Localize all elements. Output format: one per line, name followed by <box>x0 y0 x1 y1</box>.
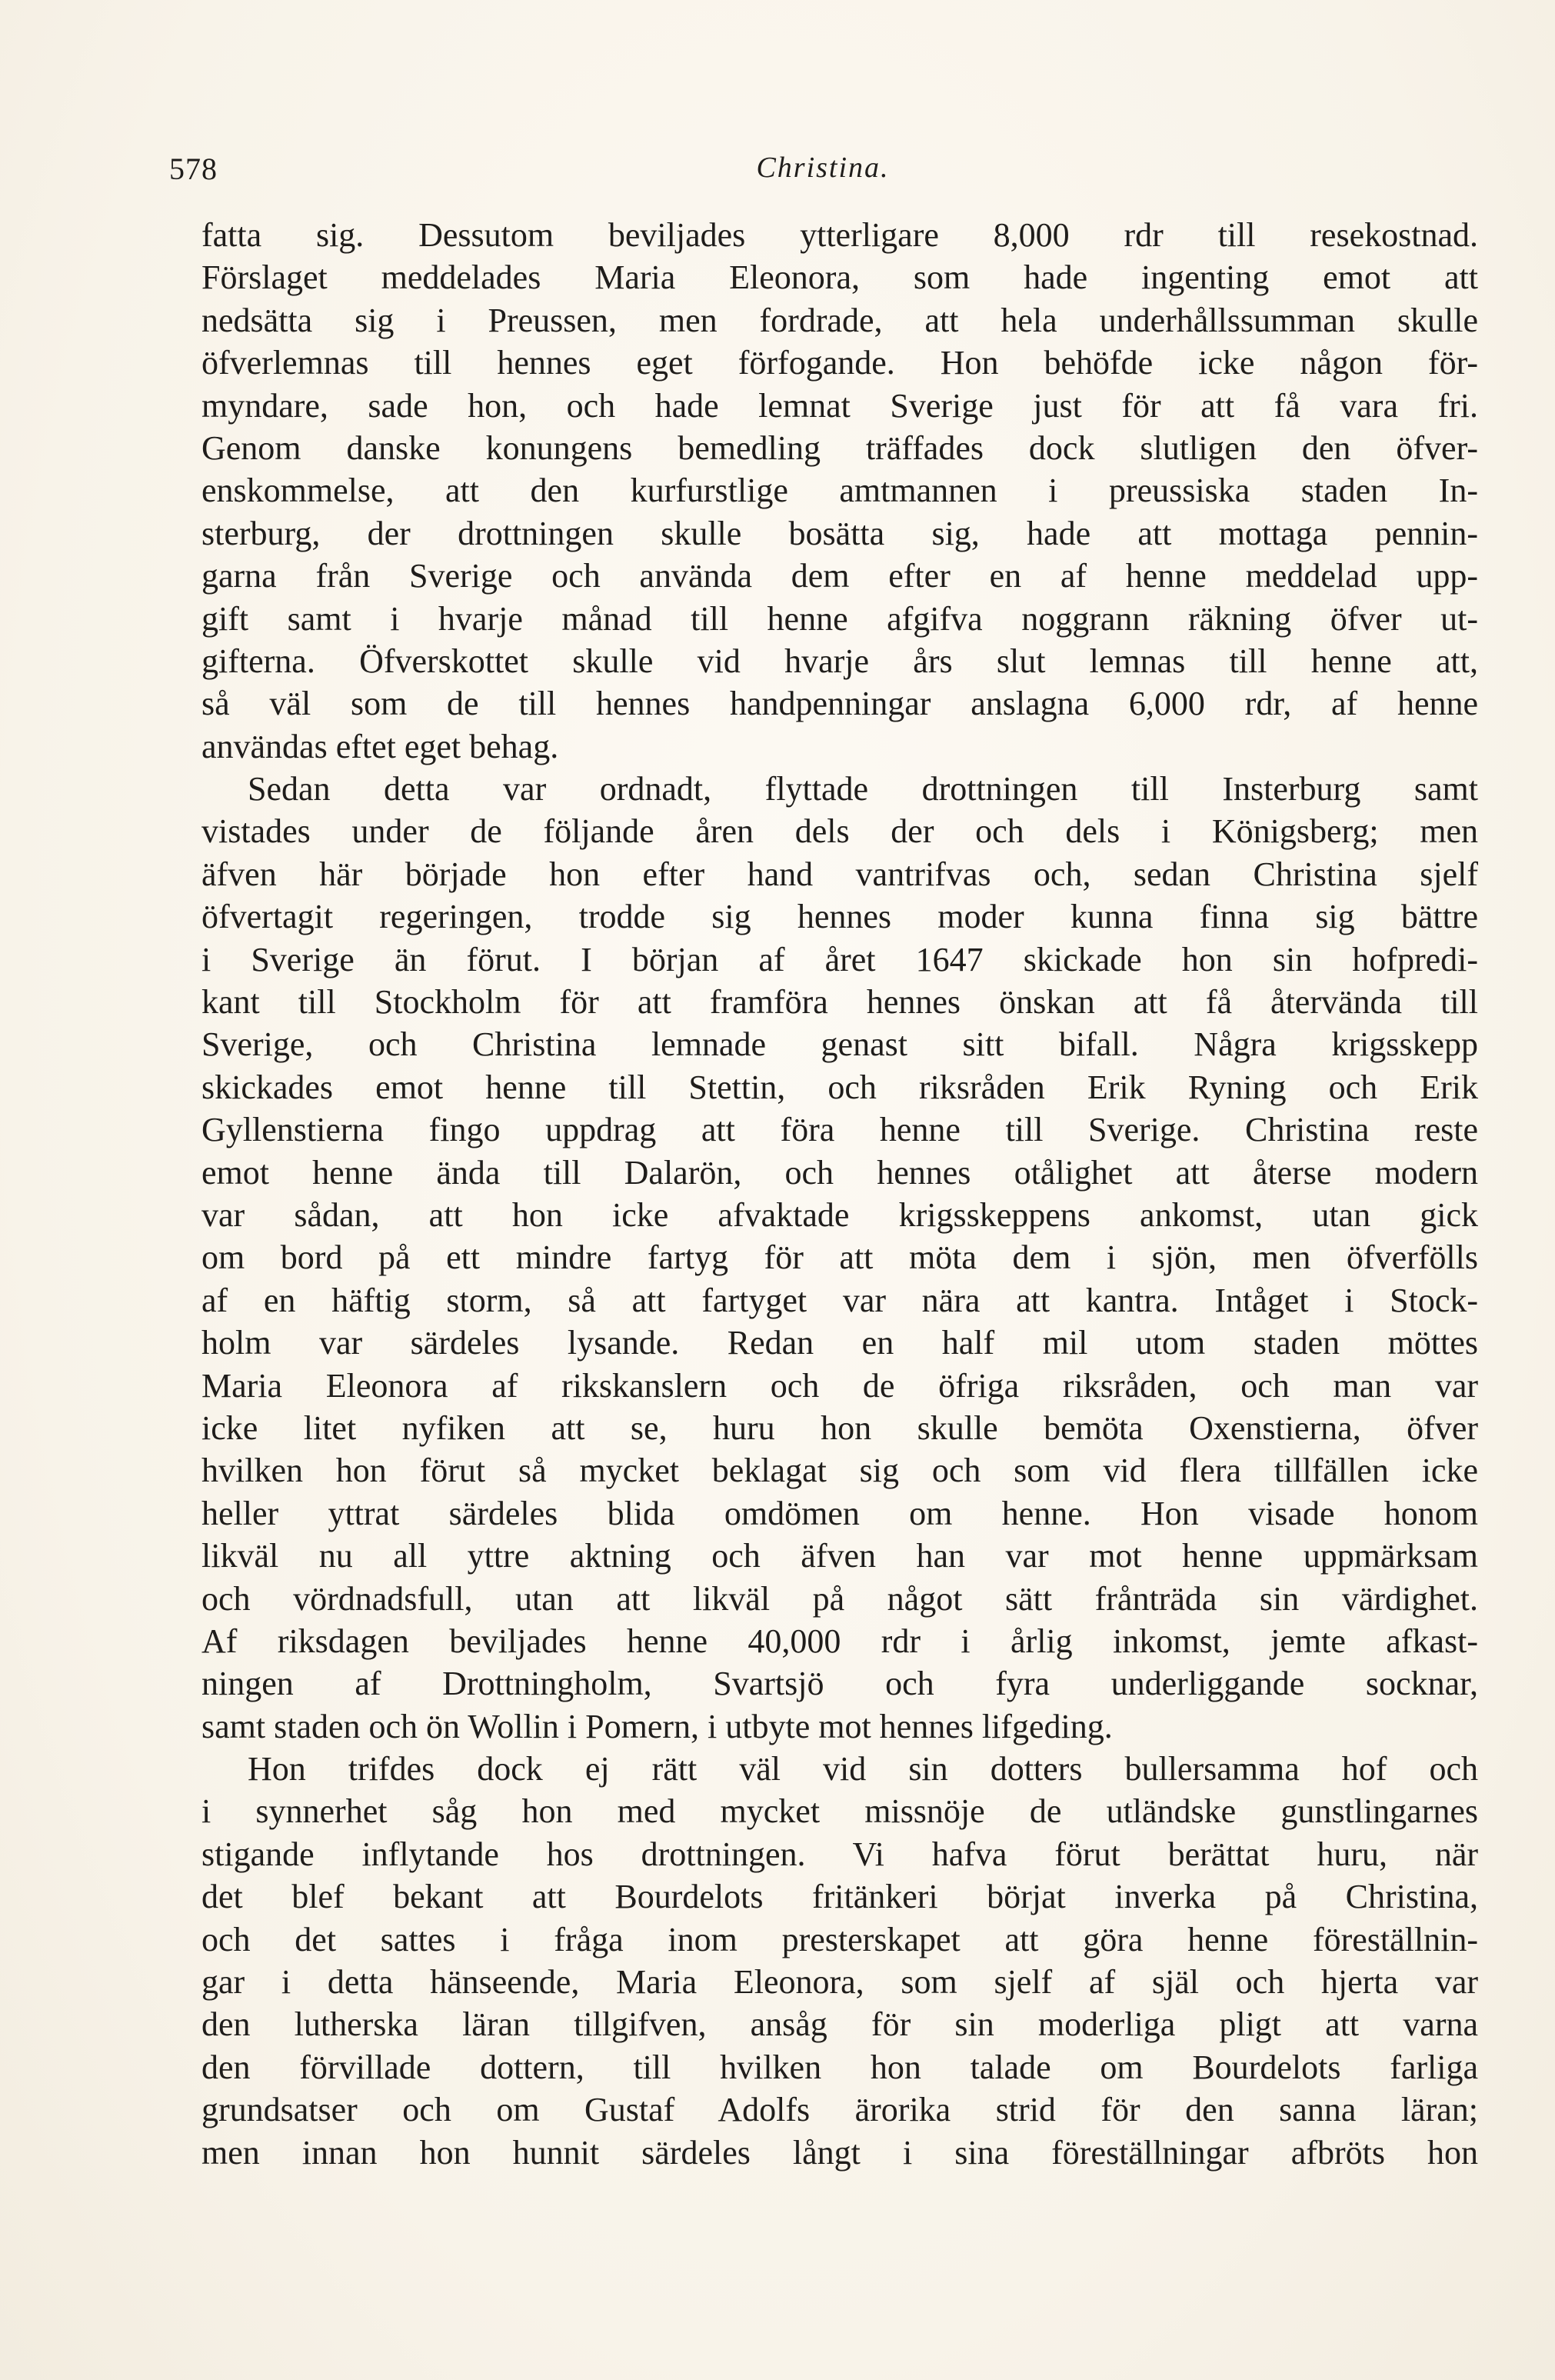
text-line: kant till Stockholm för att framföra hennes önskan att få återvända till <box>201 983 1478 1022</box>
text-line: Hon trifdes dock ej rätt väl vid sin dotters bullersamma hof och <box>248 1750 1478 1788</box>
text-line: öfvertagit regeringen, trodde sig hennes moder kunna finna sig bättre <box>201 898 1478 936</box>
text-line: vistades under de följande åren dels der och dels i Königsberg; men <box>201 812 1478 851</box>
text-line: myndare, sade hon, och hade lemnat Sverige just för att få vara fri. <box>201 386 1478 425</box>
text-line: och det sattes i fråga inom presterskapet att göra henne föreställnin- <box>201 1920 1478 1958</box>
text-line: det blef bekant att Bourdelots fritänkeri börjat inverka på Christina, <box>201 1878 1478 1916</box>
text-line: gift samt i hvarje månad till henne afgifva noggrann räkning öfver ut- <box>201 599 1478 638</box>
text-line: samt staden och ön Wollin i Pomern, i utbyte mot hennes lifgeding. <box>201 1707 1113 1745</box>
running-head: Christina. <box>756 152 890 184</box>
text-line: hvilken hon förut så mycket beklagat sig och som vid flera tillfällen icke <box>201 1452 1478 1490</box>
text-line: heller yttrat särdeles blida omdömen om henne. Hon visade honom <box>201 1494 1478 1532</box>
text-line: sterburg, der drottningen skulle bosätta sig, hade att mottaga pennin- <box>201 514 1478 552</box>
text-line: den lutherska läran tillgifven, ansåg för sin moderliga pligt att varna <box>201 2005 1478 2044</box>
text-line: Förslaget meddelades Maria Eleonora, som hade ingenting emot att <box>201 258 1478 297</box>
text-line: Sedan detta var ordnadt, flyttade drottningen till Insterburg samt <box>248 770 1478 808</box>
text-line: skickades emot henne till Stettin, och riksråden Erik Ryning och Erik <box>201 1068 1478 1106</box>
page-header <box>169 151 1477 197</box>
text-line: men innan hon hunnit särdeles långt i sina föreställningar afbröts hon <box>201 2133 1478 2172</box>
text-line: så väl som de till hennes handpenningar anslagna 6,000 rdr, af henne <box>201 685 1478 723</box>
text-line: garna från Sverige och använda dem efter en af henne meddelad upp- <box>201 557 1478 595</box>
page-number: 578 <box>169 152 218 186</box>
text-line: äfven här började hon efter hand vantrifvas och, sedan Christina sjelf <box>201 855 1478 893</box>
text-line: enskommelse, att den kurfurstlige amtmannen i preussiska staden In- <box>201 472 1478 510</box>
text-line: icke litet nyfiken att se, huru hon skulle bemöta Oxenstierna, öfver <box>201 1408 1478 1447</box>
text-line: var sådan, att hon icke afvaktade krigsskeppens ankomst, utan gick <box>201 1195 1478 1234</box>
text-line: emot henne ända till Dalarön, och hennes otålighet att återse modern <box>201 1153 1478 1192</box>
text-line: och vördnadsfull, utan att likväl på något sätt frånträda sin värdighet. <box>201 1579 1478 1618</box>
text-line: grundsatser och om Gustaf Adolfs ärorika strid för den sanna läran; <box>201 2091 1478 2129</box>
text-line: om bord på ett mindre fartyg för att möta dem i sjön, men öfverfölls <box>201 1238 1478 1277</box>
text-line: gar i detta hänseende, Maria Eleonora, som sjelf af själ och hjerta var <box>201 1963 1478 2002</box>
text-line: användas eftet eget behag. <box>201 727 559 765</box>
text-line: holm var särdeles lysande. Redan en half mil utom staden möttes <box>201 1324 1478 1362</box>
text-line: i synnerhet såg hon med mycket missnöje de utländske gunstlingarnes <box>201 1792 1478 1831</box>
text-line: af en häftig storm, så att fartyget var nära att kantra. Intåget i Stock- <box>201 1281 1478 1319</box>
text-line: Gyllenstierna fingo uppdrag att föra henne till Sverige. Christina reste <box>201 1111 1478 1149</box>
text-line: i Sverige än förut. I början af året 1647 skickade hon sin hofpredi- <box>201 940 1478 978</box>
text-line: gifterna. Öfverskottet skulle vid hvarje års slut lemnas till henne att, <box>201 642 1478 680</box>
text-line: ningen af Drottningholm, Svartsjö och fyra underliggande socknar, <box>201 1665 1478 1703</box>
text-line: den förvillade dottern, till hvilken hon talade om Bourdelots farliga <box>201 2048 1478 2086</box>
text-line: stigande inflytande hos drottningen. Vi hafva förut berättat huru, när <box>201 1835 1478 1873</box>
text-line: Genom danske konungens bemedling träffades dock slutligen den öfver- <box>201 428 1478 467</box>
text-line: Af riksdagen beviljades henne 40,000 rdr i årlig inkomst, jemte afkast- <box>201 1622 1478 1660</box>
text-line: nedsätta sig i Preussen, men fordrade, att hela underhållssumman skulle <box>201 301 1478 339</box>
text-line: Maria Eleonora af rikskanslern och de öfriga riksråden, och man var <box>201 1366 1478 1405</box>
text-line: Sverige, och Christina lemnade genast sitt bifall. Några krigsskepp <box>201 1025 1478 1064</box>
text-line: öfverlemnas till hennes eget förfogande. Hon behöfde icke någon för- <box>201 344 1478 382</box>
text-line: fatta sig. Dessutom beviljades ytterligare 8,000 rdr till resekostnad. <box>201 216 1478 254</box>
body-text <box>201 214 1478 2174</box>
text-line: likväl nu all yttre aktning och äfven han var mot henne uppmärksam <box>201 1537 1478 1575</box>
